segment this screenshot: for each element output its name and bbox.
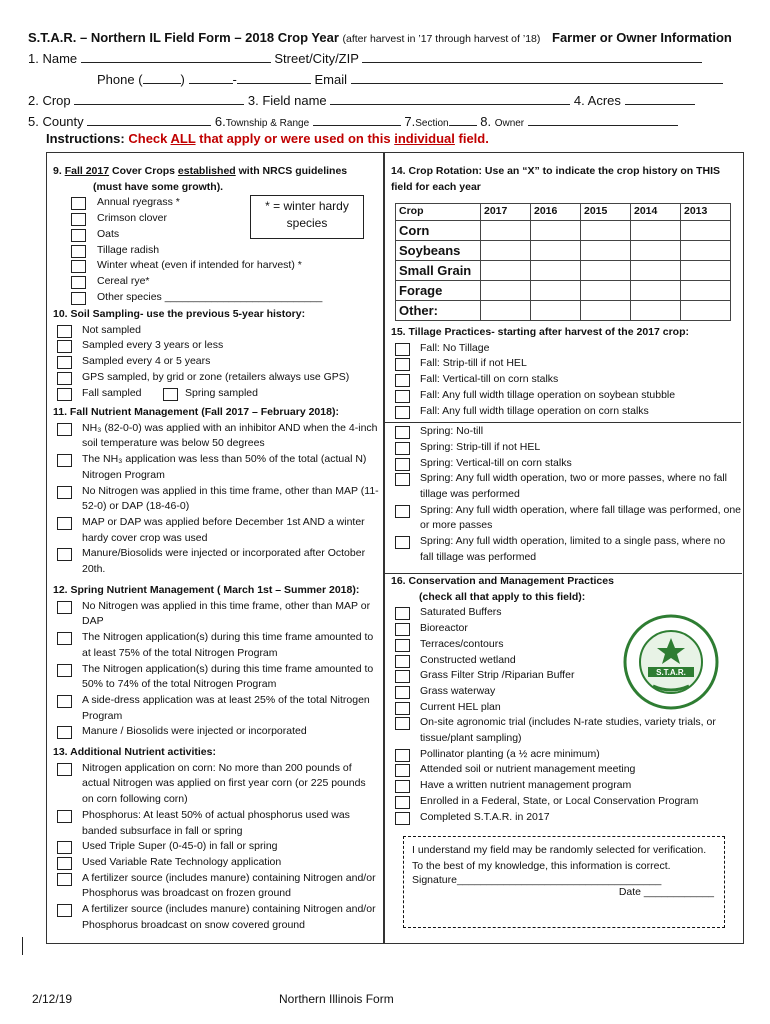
checklist-label: Enrolled in a Federal, State, or Local Conservation Program	[420, 794, 699, 807]
checkbox[interactable]	[57, 664, 72, 677]
crop-year-cell[interactable]	[581, 281, 631, 301]
sec11-title: 11. Fall Nutrient Management (Fall 2017 – February 2018):	[53, 406, 339, 418]
checklist-item[interactable]	[53, 630, 379, 661]
checklist-label: Oats	[97, 227, 120, 240]
sec11-list	[53, 421, 379, 578]
crop-year-cell[interactable]	[581, 241, 631, 261]
checklist-item[interactable]	[53, 808, 379, 839]
checklist-label: Phosphorus: At least 50% of actual phosphorus used was banded subsurface in fall or spring	[82, 808, 350, 837]
checklist-label: GPS sampled, by grid or zone (retailers always use GPS)	[82, 370, 350, 383]
checkbox[interactable]	[57, 857, 72, 870]
checklist-item[interactable]	[391, 810, 741, 826]
county-label: 5. County	[28, 114, 84, 129]
checkbox[interactable]	[57, 726, 72, 739]
checklist-label: Grass Filter Strip /Riparian Buffer	[420, 669, 575, 682]
spring-sampled-label: Spring sampled	[185, 386, 258, 399]
sec10-list	[53, 323, 379, 386]
checkbox[interactable]	[71, 197, 86, 210]
footer-form-name: Northern Illinois Form	[279, 992, 394, 1006]
checkbox[interactable]	[395, 686, 410, 699]
checklist-item[interactable]	[391, 356, 741, 372]
crop-year-cell[interactable]	[681, 261, 731, 281]
checklist-label: Crimson clover	[97, 212, 168, 225]
checkbox[interactable]	[395, 536, 410, 549]
crop-year-cell[interactable]	[681, 281, 731, 301]
checkbox[interactable]	[71, 213, 86, 226]
checklist-label: Tillage radish	[97, 243, 160, 256]
row-crop	[28, 92, 695, 108]
checkbox[interactable]	[395, 639, 410, 652]
checklist-item[interactable]	[53, 515, 379, 546]
crop-year-cell[interactable]	[481, 281, 531, 301]
section-14	[391, 164, 736, 321]
owner-field[interactable]	[528, 113, 678, 126]
checkbox[interactable]	[71, 276, 86, 289]
section-15	[391, 325, 741, 566]
checklist-item[interactable]	[53, 274, 379, 290]
checkbox[interactable]	[395, 458, 410, 471]
crop-year-cell[interactable]	[631, 281, 681, 301]
checklist-label: Other species ___________________________	[97, 290, 323, 303]
checkbox[interactable]	[57, 601, 72, 614]
instr-all: ALL	[170, 131, 196, 146]
crop-name-cell: Forage	[396, 281, 481, 301]
checklist-label: On-site agronomic trial (includes N-rate studies, variety trials, or tissue/plant sampling)	[420, 716, 716, 745]
title-farmer-info: Farmer or Owner Information	[552, 30, 732, 45]
sec9-t-b: Fall 2017	[64, 165, 110, 177]
checklist-label: The Nitrogen application(s) during this time frame amounted to 50% to 74% of the total Nitrogen Program	[82, 662, 374, 691]
row-phone	[97, 71, 723, 87]
crop-year-cell[interactable]	[681, 221, 731, 241]
checklist-item[interactable]	[53, 855, 379, 871]
checkbox[interactable]	[57, 486, 72, 499]
checkbox[interactable]	[395, 623, 410, 636]
phone-prefix-field[interactable]	[189, 71, 233, 84]
crop-table-header-cell: 2014	[631, 204, 681, 221]
checklist-item[interactable]	[53, 370, 379, 386]
sec9-subtitle: (must have some growth).	[93, 180, 224, 193]
sec15-spring-list	[391, 424, 741, 565]
checklist-label: Fall: Vertical-till on corn stalks	[420, 373, 559, 386]
checklist-label: Sampled every 3 years or less	[82, 339, 224, 352]
crop-year-cell[interactable]	[531, 281, 581, 301]
logo-text: S.T.A.R.	[656, 668, 686, 677]
crop-table-header-cell: 2013	[681, 204, 731, 221]
checklist-item[interactable]	[391, 762, 741, 778]
checklist-label: The NH₃ application was less than 50% of the total (actual N) Nitrogen Program	[82, 453, 367, 481]
crop-year-cell[interactable]	[531, 221, 581, 241]
checklist-label: Spring: Any full width operation, limited to a single pass, where no fall tillage was performed	[420, 535, 726, 563]
title-sub: (after harvest in ’17 through harvest of ’18)	[342, 33, 541, 45]
crop-rotation-table	[395, 203, 731, 321]
checkbox[interactable]	[57, 904, 72, 917]
crop-name-cell: Corn	[396, 221, 481, 241]
crop-year-cell[interactable]	[481, 221, 531, 241]
sec10-fall-spring	[53, 386, 379, 402]
checklist-label: Manure / Biosolids were injected or incorporated	[82, 725, 307, 738]
checklist-label: Grass waterway	[420, 684, 496, 697]
checkbox[interactable]	[57, 548, 72, 561]
sec14-title: 14. Crop Rotation: Use an “X” to indicate the crop history on THIS field for each year	[391, 165, 721, 193]
crop-table-row	[396, 261, 731, 281]
signature-box	[403, 836, 725, 928]
checkbox[interactable]	[57, 632, 72, 645]
street-field[interactable]	[362, 50, 702, 63]
title-main: S.T.A.R. – Northern IL Field Form – 2018 Crop Year	[28, 30, 339, 45]
checklist-label: Spring: Vertical-till on corn stalks	[420, 456, 572, 469]
checklist-item[interactable]	[53, 546, 379, 577]
checkbox[interactable]	[57, 356, 72, 369]
checkbox[interactable]	[395, 406, 410, 419]
checklist-label: Attended soil or nutrient management meeting	[420, 763, 636, 776]
checklist-item[interactable]	[391, 471, 741, 502]
crop-table-header-cell: 2017	[481, 204, 531, 221]
crop-year-cell[interactable]	[531, 241, 581, 261]
instr-individual: individual	[394, 131, 455, 146]
crop-year-cell[interactable]	[681, 241, 731, 261]
section-13	[53, 745, 379, 933]
checklist-label: Manure/Biosolids were injected or incorporated after October 20th.	[82, 547, 366, 576]
crop-table-header-cell: Crop	[396, 204, 481, 221]
checklist-label: Annual ryegrass *	[97, 196, 180, 209]
checklist-item[interactable]	[53, 290, 379, 306]
crop-year-cell[interactable]	[581, 301, 631, 321]
sec10-title: 10. Soil Sampling- use the previous 5-year history:	[53, 308, 306, 320]
checkbox[interactable]	[395, 607, 410, 620]
checklist-label: Sampled every 4 or 5 years	[82, 355, 211, 368]
checkbox[interactable]	[57, 372, 72, 385]
crop-year-cell[interactable]	[631, 221, 681, 241]
email-field[interactable]	[351, 71, 723, 84]
checkbox[interactable]	[57, 325, 72, 338]
fall-sampled-checkbox[interactable]	[57, 388, 72, 401]
checkbox[interactable]	[395, 505, 410, 518]
checklist-label: Spring: No-till	[420, 425, 484, 438]
street-label: Street/City/ZIP	[274, 51, 359, 66]
checklist-label: NH₃ (82-0-0) was applied with an inhibitor AND when the 4-inch soil temperature was below 50 degrees	[82, 421, 378, 450]
checklist-label: Winter wheat (even if intended for harvest) *	[97, 259, 302, 272]
checklist-label: A fertilizer source (includes manure) containing Nitrogen and/or Phosphorus broadcast on snow covered ground	[82, 903, 376, 931]
section-number: 7.	[404, 114, 416, 129]
checklist-label: Pollinator planting (a ½ acre minimum)	[420, 747, 600, 760]
checklist-item[interactable]	[391, 778, 741, 794]
checkbox[interactable]	[57, 695, 72, 708]
crop-table-header-cell: 2016	[531, 204, 581, 221]
checkbox[interactable]	[57, 873, 72, 886]
crop-table-row	[396, 221, 731, 241]
sec9-t-d: established	[177, 165, 236, 177]
date-line[interactable]: Date ____________	[618, 886, 714, 898]
sec16-subtitle: (check all that apply to this field):	[419, 590, 586, 603]
checklist-label: Fall: No Tillage	[420, 341, 490, 354]
checklist-item[interactable]	[53, 258, 379, 274]
crop-year-cell[interactable]	[631, 301, 681, 321]
form-title	[28, 30, 732, 45]
checklist-item[interactable]	[53, 452, 379, 483]
checklist-label: Terraces/contours	[420, 637, 504, 650]
checklist-item[interactable]	[53, 662, 379, 693]
fall-sampled-label: Fall sampled	[82, 386, 142, 399]
crop-table-header-cell: 2015	[581, 204, 631, 221]
checklist-label: Spring: Strip-till if not HEL	[420, 440, 541, 453]
checklist-label: MAP or DAP was applied before December 1st AND a winter hardy cover crop was used	[82, 515, 365, 544]
spring-sampled-checkbox[interactable]	[163, 388, 178, 401]
checklist-item[interactable]	[53, 484, 379, 515]
instructions	[46, 131, 489, 146]
checkbox[interactable]	[57, 454, 72, 467]
checklist-item[interactable]	[53, 839, 379, 855]
phone-paren: )	[180, 72, 185, 87]
checkbox[interactable]	[395, 670, 410, 683]
checklist-label: Completed S.T.A.R. in 2017	[420, 810, 550, 823]
section-field[interactable]	[449, 113, 477, 126]
checkbox[interactable]	[395, 374, 410, 387]
section-12	[53, 583, 379, 740]
crop-year-cell[interactable]	[481, 261, 531, 281]
checkbox[interactable]	[71, 260, 86, 273]
checklist-item[interactable]	[391, 715, 741, 746]
checkbox[interactable]	[395, 358, 410, 371]
checklist-label: Used Variable Rate Technology application	[82, 855, 282, 868]
crop-year-cell[interactable]	[481, 301, 531, 321]
checkbox[interactable]	[395, 796, 410, 809]
checkbox[interactable]	[395, 717, 410, 730]
instructions-label: Instructions:	[46, 131, 125, 146]
row-name	[28, 50, 702, 66]
email-label: Email	[314, 72, 347, 87]
checklist-label: Nitrogen application on corn: No more than 200 pounds of actual Nitrogen was applied on first year corn (or 225 pounds on corn following corn)	[82, 761, 366, 806]
township-label: Township & Range	[225, 118, 310, 129]
field-name-field[interactable]	[330, 92, 570, 105]
sec15-title: 15. Tillage Practices- starting after harvest of the 2017 crop:	[391, 326, 690, 338]
sec15-fall-list	[391, 341, 741, 420]
name-field[interactable]	[81, 50, 271, 63]
checklist-item[interactable]	[391, 404, 741, 420]
section-11	[53, 405, 379, 578]
field-name-label: 3. Field name	[247, 93, 327, 108]
checklist-item[interactable]	[391, 440, 741, 456]
checklist-label: Fall: Any full width tillage operation on soybean stubble	[420, 388, 676, 401]
sec13-list	[53, 761, 379, 934]
crop-table-row	[396, 281, 731, 301]
phone-number-field[interactable]	[237, 71, 311, 84]
checkbox[interactable]	[395, 749, 410, 762]
checklist-item[interactable]	[391, 534, 741, 565]
checkbox[interactable]	[57, 423, 72, 436]
sec12-title: 12. Spring Nutrient Management ( March 1st – Summer 2018):	[53, 584, 360, 596]
checklist-item[interactable]	[53, 902, 379, 933]
checklist-label: Cereal rye*	[97, 274, 150, 287]
checkbox[interactable]	[57, 340, 72, 353]
checklist-label: Bioreactor	[420, 622, 468, 635]
crop-table-row	[396, 301, 731, 321]
checkbox[interactable]	[395, 812, 410, 825]
checklist-label: A fertilizer source (includes manure) containing Nitrogen and/or Phosphorus was broadcast on frozen ground	[82, 871, 376, 900]
checkbox[interactable]	[71, 229, 86, 242]
checklist-item[interactable]	[391, 388, 741, 404]
checkbox[interactable]	[395, 473, 410, 486]
crop-name-cell: Other:	[396, 301, 481, 321]
checklist-item[interactable]	[391, 372, 741, 388]
sec15-divider	[384, 422, 741, 423]
section-label: Section	[415, 118, 449, 129]
crop-label: 2. Crop	[28, 93, 71, 108]
signature-line[interactable]: Signature___________________________________	[412, 874, 662, 886]
checklist-label: A side-dress application was at least 25% of the total Nitrogen Program	[82, 693, 370, 722]
sec9-t-e: with NRCS guidelines	[235, 165, 348, 177]
margin-mark	[22, 937, 23, 955]
phone-dash: -	[232, 72, 237, 87]
checkbox[interactable]	[395, 780, 410, 793]
checklist-item[interactable]	[53, 693, 379, 724]
checkbox[interactable]	[395, 764, 410, 777]
crop-name-cell: Soybeans	[396, 241, 481, 261]
checkbox[interactable]	[395, 426, 410, 439]
checklist-label: Saturated Buffers	[420, 606, 502, 619]
checklist-item[interactable]	[53, 243, 379, 259]
checklist-item[interactable]	[391, 747, 741, 763]
township-number: 6.	[214, 114, 226, 129]
winter-hardy-note: * = winter hardy species	[250, 195, 364, 239]
checklist-label: Spring: Any full width operation, two or more passes, where no fall tillage was performed	[420, 472, 727, 501]
fall-sampled-item[interactable]	[53, 386, 142, 402]
checklist-item[interactable]	[53, 354, 379, 370]
checklist-label: Not sampled	[82, 323, 141, 336]
footer-date: 2/12/19	[32, 992, 73, 1006]
acres-field[interactable]	[625, 92, 695, 105]
crop-table-row	[396, 241, 731, 261]
phone-area-field[interactable]	[143, 71, 181, 84]
crop-year-cell[interactable]	[631, 261, 681, 281]
checkbox[interactable]	[71, 292, 86, 305]
checklist-label: Spring: Any full width operation, where fall tillage was performed, one or more passes	[420, 503, 742, 532]
checkbox[interactable]	[57, 763, 72, 776]
checklist-item[interactable]	[53, 761, 379, 808]
checkbox[interactable]	[395, 442, 410, 455]
crop-year-cell[interactable]	[481, 241, 531, 261]
crop-year-cell[interactable]	[581, 221, 631, 241]
checklist-label: Have a written nutrient management program	[420, 779, 632, 792]
section-10	[53, 307, 379, 401]
checklist-item[interactable]	[53, 323, 379, 339]
county-field[interactable]	[87, 113, 211, 126]
sec16-title: 16. Conservation and Management Practices	[391, 575, 614, 587]
township-field[interactable]	[313, 113, 401, 126]
checklist-item[interactable]	[391, 341, 741, 357]
sec13-title: 13. Additional Nutrient activities:	[53, 746, 216, 758]
crop-table-header	[396, 204, 731, 221]
checklist-label: Constructed wetland	[420, 653, 516, 666]
crop-field[interactable]	[74, 92, 244, 105]
crop-year-cell[interactable]	[531, 301, 581, 321]
checkbox[interactable]	[57, 810, 72, 823]
checklist-item[interactable]	[53, 338, 379, 354]
row-county	[28, 113, 678, 129]
sec12-list	[53, 599, 379, 740]
checklist-item[interactable]	[391, 794, 741, 810]
checkbox[interactable]	[395, 390, 410, 403]
instr-part3: field.	[454, 131, 489, 146]
checklist-item[interactable]	[391, 424, 741, 440]
sec9-title	[53, 164, 379, 180]
instr-part2: that apply or were used on this	[195, 131, 395, 146]
acres-label: 4. Acres	[573, 93, 621, 108]
checklist-label: Current HEL plan	[420, 700, 501, 713]
checkbox[interactable]	[71, 245, 86, 258]
checklist-item[interactable]	[53, 724, 379, 740]
owner-number: 8.	[480, 114, 492, 129]
checklist-label: Fall: Any full width tillage operation on corn stalks	[420, 404, 649, 417]
owner-label: Owner	[494, 118, 525, 129]
crop-year-cell[interactable]	[581, 261, 631, 281]
instr-part1: Check	[128, 131, 171, 146]
sec9-t-c: Cover Crops	[109, 165, 178, 177]
checkbox[interactable]	[395, 343, 410, 356]
star-logo	[623, 614, 719, 710]
checklist-label: No Nitrogen was applied in this time frame, other than MAP (11-52-0) or DAP (18-46-0)	[82, 484, 379, 513]
checkbox[interactable]	[395, 702, 410, 715]
checklist-item[interactable]	[53, 599, 379, 630]
checklist-item[interactable]	[391, 456, 741, 472]
checkbox[interactable]	[57, 517, 72, 530]
checklist-label: Fall: Strip-till if not HEL	[420, 357, 527, 370]
checklist-label: Used Triple Super (0-45-0) in fall or spring	[82, 840, 278, 853]
checkbox[interactable]	[395, 655, 410, 668]
crop-year-cell[interactable]	[681, 301, 731, 321]
crop-year-cell[interactable]	[631, 241, 681, 261]
crop-year-cell[interactable]	[531, 261, 581, 281]
name-label: 1. Name	[28, 51, 78, 66]
signature-statement: I understand my field may be randomly selected for verification. To the best of my knowledge, this information is correct.	[412, 844, 707, 872]
checklist-item[interactable]	[391, 503, 741, 534]
checklist-item[interactable]	[53, 421, 379, 452]
spring-sampled-item[interactable]	[163, 386, 258, 402]
checklist-item[interactable]	[53, 871, 379, 902]
checkbox[interactable]	[57, 841, 72, 854]
phone-label: Phone (	[97, 72, 143, 87]
checklist-label: No Nitrogen was applied in this time frame, other than MAP or DAP	[82, 599, 371, 628]
sec9-t-a: 9.	[53, 165, 65, 177]
checklist-label: The Nitrogen application(s) during this time frame amounted to at least 75% of the total Nitrogen Program	[82, 631, 374, 659]
crop-name-cell: Small Grain	[396, 261, 481, 281]
